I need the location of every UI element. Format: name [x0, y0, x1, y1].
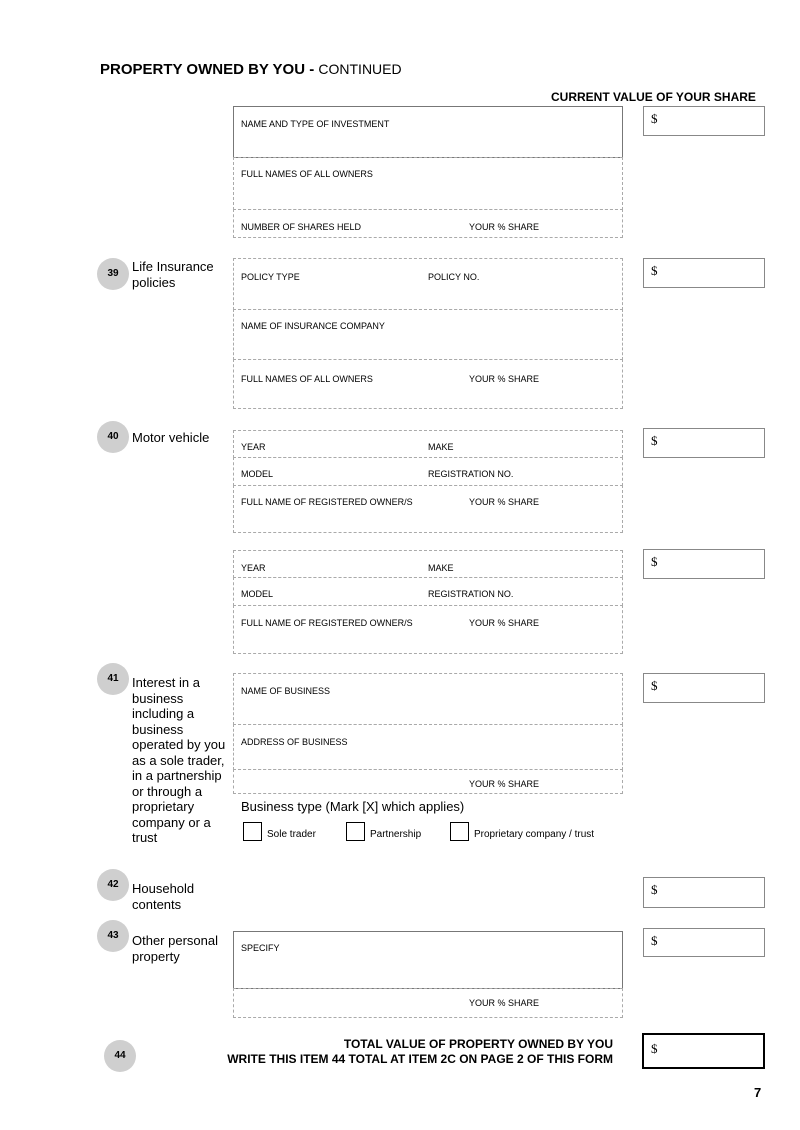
- vehicle1-rego-label: REGISTRATION NO.: [428, 469, 514, 479]
- investment-pct-label: YOUR % SHARE: [469, 222, 540, 232]
- policy-owners-label: FULL NAMES OF ALL OWNERS: [241, 374, 373, 384]
- partnership-label: Partnership: [370, 829, 422, 840]
- item-40-label: Motor vehicle: [132, 430, 210, 445]
- page-title: PROPERTY OWNED BY YOU - CONTINUED: [100, 61, 402, 78]
- total-value-field[interactable]: $: [642, 1033, 765, 1069]
- vehicle1-model-label: MODEL: [241, 469, 274, 479]
- vehicle2-pct-label: YOUR % SHARE: [469, 618, 540, 628]
- vehicle1-make-label: MAKE: [428, 442, 454, 452]
- vehicle2-owner-label: FULL NAME OF REGISTERED OWNER/S: [241, 618, 413, 628]
- vehicle2-rego-label: REGISTRATION NO.: [428, 589, 514, 599]
- business-pct-field[interactable]: [233, 769, 623, 794]
- policy-owners-field[interactable]: [233, 359, 623, 409]
- business-name-field[interactable]: [233, 673, 623, 725]
- other-value-field[interactable]: $: [643, 928, 765, 957]
- current-value-heading: CURRENT VALUE OF YOUR SHARE: [551, 90, 756, 104]
- business-address-label: ADDRESS OF BUSINESS: [241, 737, 348, 747]
- item-39-badge: 39: [97, 258, 129, 290]
- total-title: TOTAL VALUE OF PROPERTY OWNED BY YOU: [343, 1037, 613, 1051]
- sole-trader-label: Sole trader: [267, 829, 316, 840]
- vehicle2-model-label: MODEL: [241, 589, 274, 599]
- vehicle1-owner-label: FULL NAME OF REGISTERED OWNER/S: [241, 497, 413, 507]
- vehicle1-year-label: YEAR: [241, 442, 266, 452]
- investment-owners-label: FULL NAMES OF ALL OWNERS: [241, 169, 373, 179]
- policy-field[interactable]: [233, 258, 623, 310]
- vehicle2-year-label: YEAR: [241, 563, 266, 573]
- item-40-badge: 40: [97, 421, 129, 453]
- policy-pct-label: YOUR % SHARE: [469, 374, 540, 384]
- vehicle1-pct-label: YOUR % SHARE: [469, 497, 540, 507]
- investment-value-field[interactable]: $: [643, 106, 765, 136]
- investment-name-field[interactable]: [233, 106, 623, 158]
- item-41-label: Interest in a business including a business operated by you as a sole trader, in a partnership or through a proprietary company or a trust: [132, 675, 226, 845]
- specify-label: SPECIFY: [241, 943, 280, 953]
- insurance-company-label: NAME OF INSURANCE COMPANY: [241, 321, 385, 331]
- business-name-label: NAME OF BUSINESS: [241, 686, 331, 696]
- business-pct-label: YOUR % SHARE: [469, 779, 540, 789]
- item-43-badge: 43: [97, 920, 129, 952]
- insurance-company-field[interactable]: [233, 309, 623, 360]
- policy-type-label: POLICY TYPE: [241, 272, 300, 282]
- vehicle1-owner-field[interactable]: [233, 485, 623, 533]
- investment-name-label: NAME AND TYPE OF INVESTMENT: [241, 119, 390, 129]
- business-address-field[interactable]: [233, 724, 623, 770]
- vehicle1-value-field[interactable]: $: [643, 428, 765, 458]
- sole-trader-checkbox[interactable]: [243, 822, 262, 841]
- investment-shares-label: NUMBER OF SHARES HELD: [241, 222, 362, 232]
- policy-value-field[interactable]: $: [643, 258, 765, 288]
- specify-field[interactable]: [233, 931, 623, 989]
- vehicle2-value-field[interactable]: $: [643, 549, 765, 579]
- item-39-label: Life Insurance policies: [132, 259, 214, 290]
- proprietary-company-label: Proprietary company / trust: [474, 829, 595, 840]
- item-42-badge: 42: [97, 869, 129, 901]
- vehicle2-owner-field[interactable]: [233, 605, 623, 654]
- partnership-checkbox[interactable]: [346, 822, 365, 841]
- business-type-heading: Business type (Mark [X] which applies): [241, 799, 465, 814]
- policy-no-label: POLICY NO.: [428, 272, 480, 282]
- page-number: 7: [754, 1085, 762, 1100]
- vehicle2-make-label: MAKE: [428, 563, 454, 573]
- item-43-label: Other personal property: [132, 933, 218, 964]
- investment-owners-field[interactable]: [233, 157, 623, 210]
- other-pct-label: YOUR % SHARE: [469, 998, 540, 1008]
- item-41-badge: 41: [97, 663, 129, 695]
- item-42-label: Household contents: [132, 881, 195, 912]
- household-value-field[interactable]: $: [643, 877, 765, 908]
- proprietary-company-checkbox[interactable]: [450, 822, 469, 841]
- item-44-badge: 44: [104, 1040, 136, 1072]
- other-pct-field[interactable]: [233, 988, 623, 1018]
- total-instruction: WRITE THIS ITEM 44 TOTAL AT ITEM 2C ON PAGE 2 OF THIS FORM: [227, 1052, 613, 1066]
- business-value-field[interactable]: $: [643, 673, 765, 703]
